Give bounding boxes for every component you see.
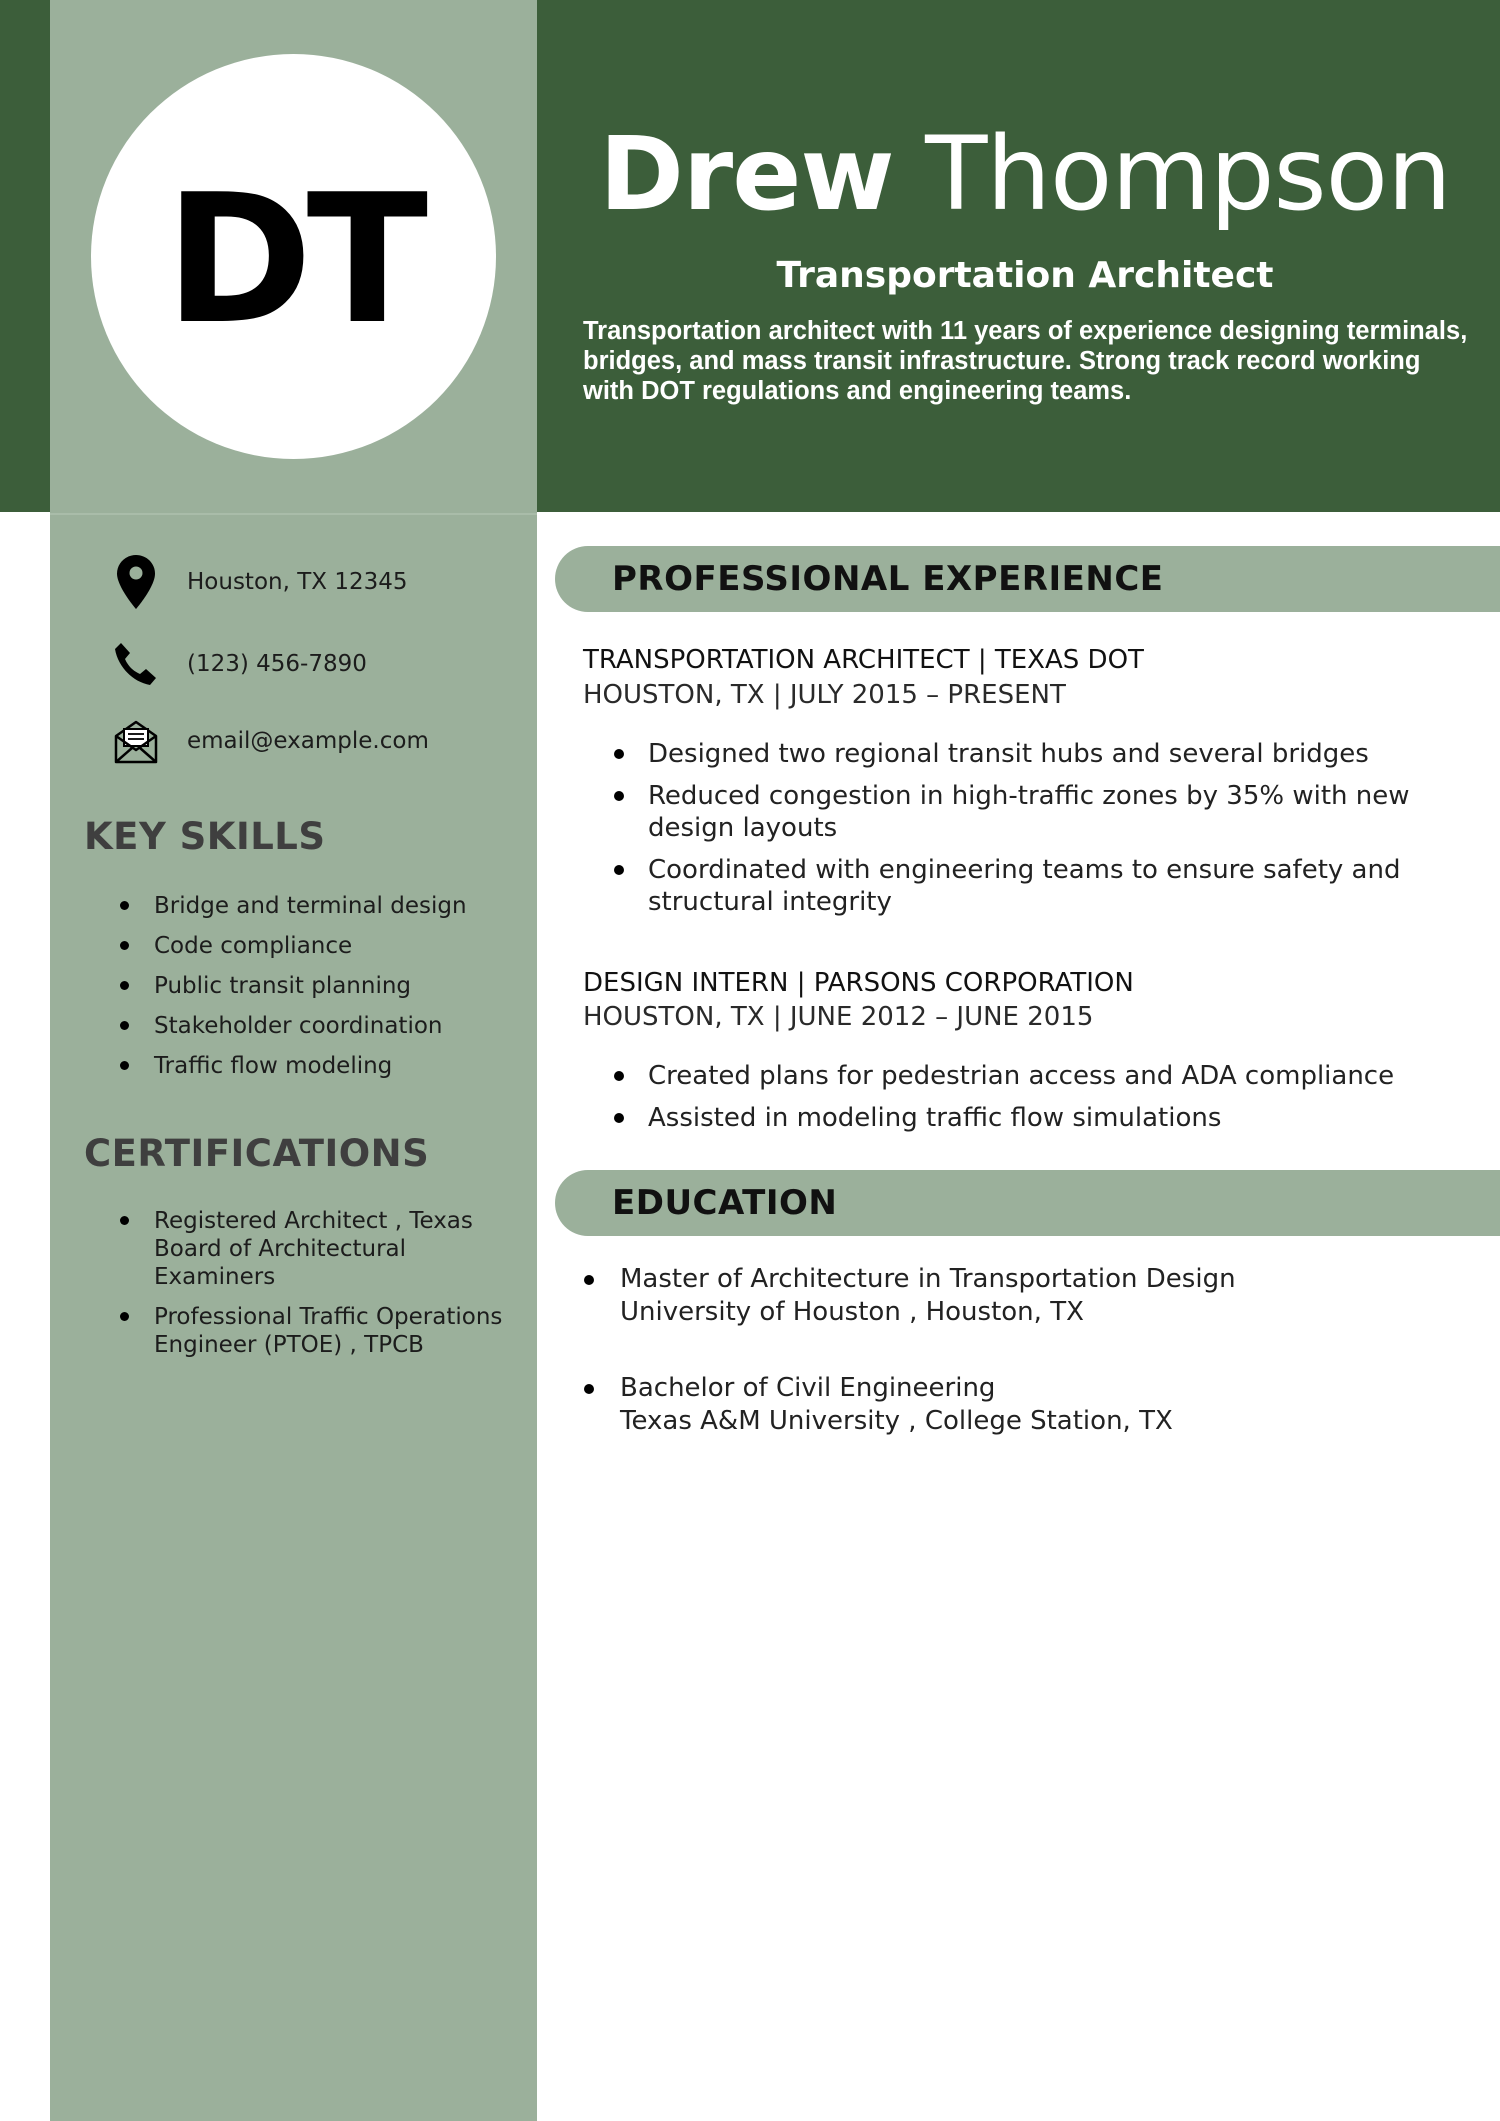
experience-section-bar [555, 546, 1500, 612]
certification-item: Registered Architect , Texas Board of Architectural Examiners [118, 1207, 513, 1291]
school: Texas A&M University , College Station, TX [620, 1406, 1173, 1436]
list-item: Assisted in modeling traffic flow simulations [608, 1102, 1468, 1134]
job-1-meta: HOUSTON, TX | JULY 2015 – PRESENT [583, 680, 1066, 710]
job-2-bullets [608, 1060, 1468, 1144]
skill-item: Traffic flow modeling [118, 1046, 518, 1086]
envelope-icon [110, 713, 162, 769]
degree: Bachelor of Civil Engineering [620, 1373, 996, 1403]
bullet [584, 1275, 594, 1285]
skill-item: Public transit planning [118, 966, 518, 1006]
degree: Master of Architecture in Transportation Design [620, 1264, 1236, 1294]
education-section-bar [555, 1170, 1500, 1236]
list-item: Coordinated with engineering teams to ensure safety and structural integrity [608, 854, 1468, 918]
sidebar-divider [50, 513, 537, 515]
last-name: Thompson [925, 115, 1451, 234]
contact-phone [110, 636, 367, 692]
job-1-title: TRANSPORTATION ARCHITECT | TEXAS DOT [583, 645, 1144, 675]
certifications-heading: CERTIFICATIONS [84, 1132, 430, 1175]
summary: Transportation architect with 11 years of experience designing terminals, bridges, and mass transit infrastructure. Strong track record working with DOT regulations and engineering teams. [583, 317, 1468, 405]
phone-text: (123) 456-7890 [187, 651, 367, 677]
email-text: email@example.com [187, 728, 429, 754]
skill-item: Code compliance [118, 926, 518, 966]
certification-item: Professional Traffic Operations Engineer (PTOE) , TPCB [118, 1303, 513, 1359]
contact-location [110, 554, 408, 610]
education-item [582, 1372, 1462, 1438]
monogram: DT [164, 156, 423, 363]
list-item: Designed two regional transit hubs and several bridges [608, 738, 1468, 770]
phone-icon [110, 636, 162, 692]
bullet [584, 1384, 594, 1394]
list-item: Created plans for pedestrian access and ADA compliance [608, 1060, 1468, 1092]
skill-item: Bridge and terminal design [118, 886, 518, 926]
experience-heading: PROFESSIONAL EXPERIENCE [612, 559, 1164, 599]
job-2-meta: HOUSTON, TX | JUNE 2012 – JUNE 2015 [583, 1002, 1094, 1032]
certifications-list [118, 1207, 513, 1371]
first-name: Drew [599, 115, 894, 234]
skill-item: Stakeholder coordination [118, 1006, 518, 1046]
candidate-name [560, 115, 1490, 235]
contact-email [110, 713, 429, 769]
job-title: Transportation Architect [776, 255, 1274, 296]
list-item: Reduced congestion in high-traffic zones by 35% with new design layouts [608, 780, 1468, 844]
location-text: Houston, TX 12345 [187, 569, 408, 595]
skills-heading: KEY SKILLS [84, 815, 326, 858]
monogram-circle [91, 54, 496, 459]
map-pin-icon [110, 554, 162, 610]
job-2-title: DESIGN INTERN | PARSONS CORPORATION [583, 968, 1134, 998]
education-item [582, 1263, 1462, 1329]
skills-list [118, 886, 518, 1086]
job-1-bullets [608, 738, 1468, 928]
school: University of Houston , Houston, TX [620, 1297, 1084, 1327]
education-heading: EDUCATION [612, 1183, 838, 1223]
